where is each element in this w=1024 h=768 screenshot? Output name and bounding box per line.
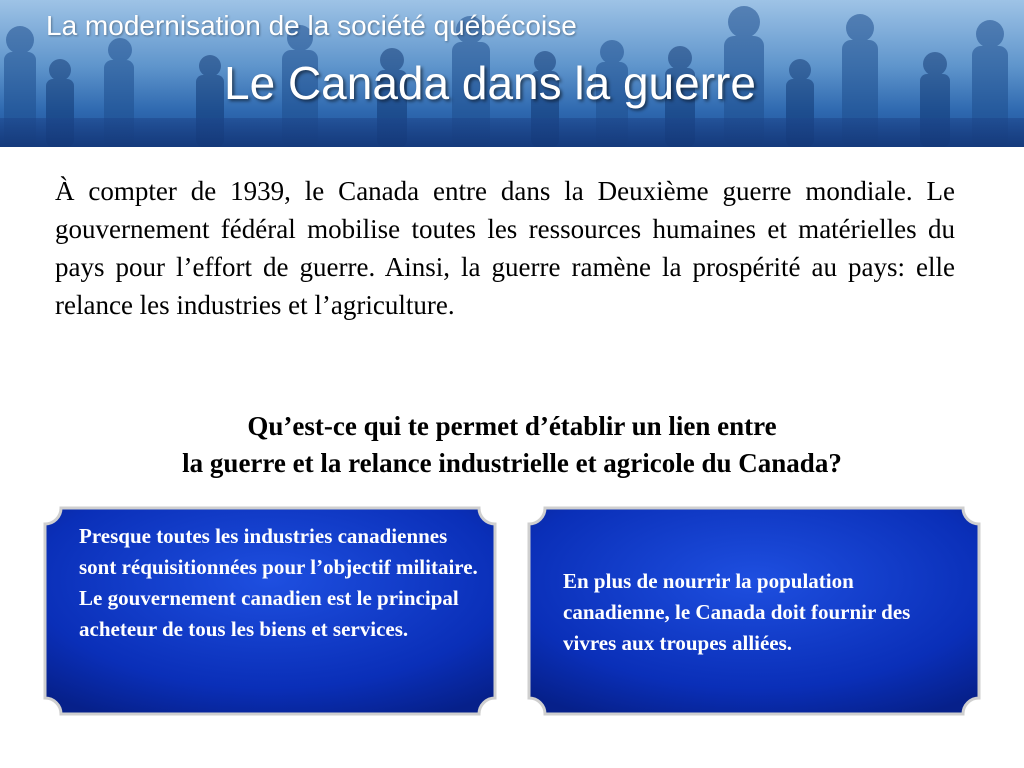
answer-card-right	[527, 506, 981, 716]
answer-left-line-2: Le gouvernement canadien est le principal acheteur de tous les biens et services.	[79, 586, 459, 641]
answer-right-text: En plus de nourrir la population canadienne, le Canada doit fournir des vivres aux troupes alliées.	[563, 569, 911, 655]
question	[40, 408, 984, 482]
answer-card-left	[43, 506, 497, 716]
question-line-1: Qu’est-ce qui te permet d’établir un lien entre	[247, 411, 777, 441]
answer-left-text	[79, 521, 479, 645]
header-banner	[0, 0, 1024, 147]
slide-title: Le Canada dans la guerre	[224, 57, 756, 109]
answer-left-line-1: Presque toutes les industries canadiennes sont réquisitionnées pour l’objectif militaire.	[79, 524, 478, 579]
question-line-2: la guerre et la relance industrielle et agricole du Canada?	[182, 448, 842, 478]
intro-paragraph: À compter de 1939, le Canada entre dans la Deuxième guerre mondiale. Le gouvernement fédéral mobilise toutes les ressources humaines et matérielles du pays pour l’effort de guerre. Ainsi, la guerre ramène la prospérité au pays: elle relance les industries et l’agriculture.	[55, 176, 955, 320]
banner-band	[0, 118, 1024, 147]
slide-subtitle: La modernisation de la société québécoise	[46, 10, 577, 41]
